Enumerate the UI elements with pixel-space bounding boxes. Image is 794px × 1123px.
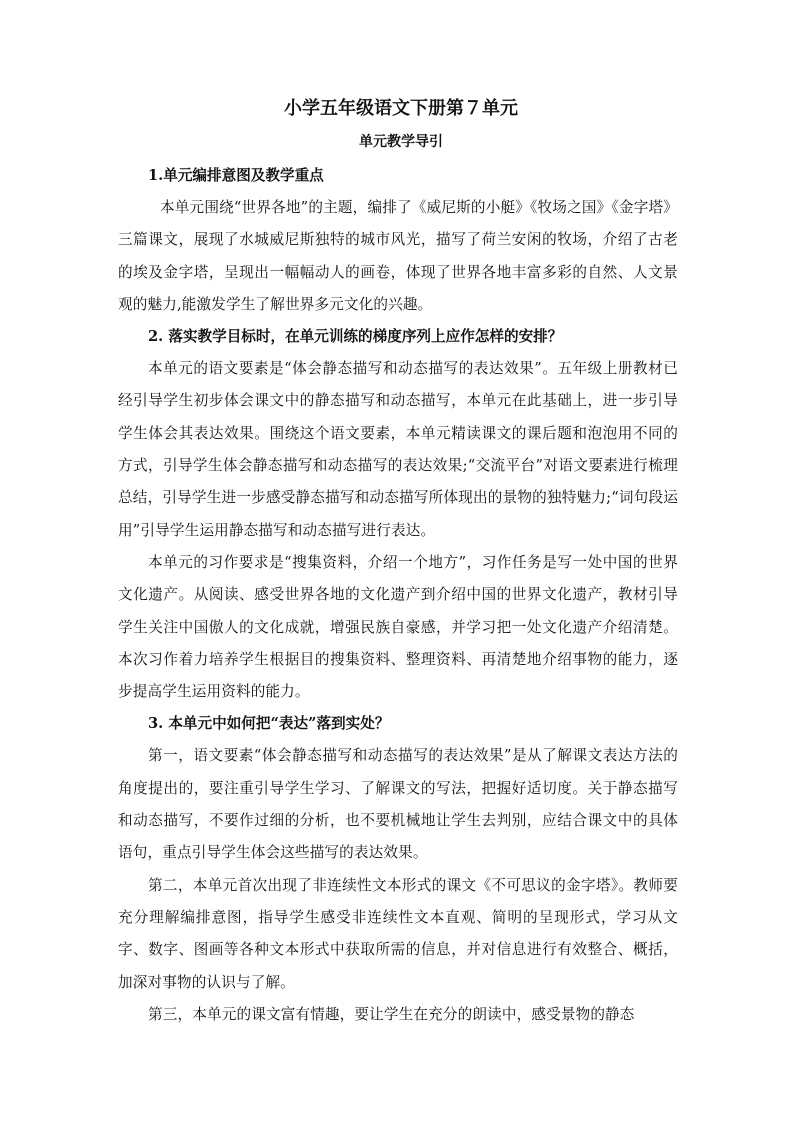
section-2 — [118, 321, 678, 708]
document-title: 小学五年级语文下册第７单元 — [284, 98, 518, 119]
paragraph: 第三，本单元的课文富有情趣，要让学生在充分的朗读中，感受景物的静态 — [148, 1005, 635, 1023]
paragraph: 第一，语文要素“体会静态描写和动态描写的表达效果”是从了解课文表达方法的角度提出的，要注重引导学生学习、了解课文的写法，把握好适切度。关于静态描写和动态描写，不要作过细的分析，也不要机械地让学生去判别，应结合课文中的具体语句，重点引导学生体会这些描写的表达效果。 — [118, 747, 678, 862]
paragraph: 本单元的习作要求是“搜集资料，介绍一个地方”，习作任务是写一处中国的世界文化遗产。从阅读、感受世界各地的文化遗产到介绍中国的世界文化遗产，教材引导学生关注中国傲人的文化成就，增强民族自豪感，并学习把一处文化遗产介绍清楚。本次习作着力培养学生根据目的搜集资料、整理资料、再清楚地介绍事物的能力，逐步提高学生运用资料的能力。 — [118, 553, 678, 701]
section-1 — [118, 160, 678, 321]
paragraph: 本单元围绕“世界各地”的主题，编排了《威尼斯的小艇》《牧场之国》《金字塔》三篇课文，展现了水城威尼斯独特的城市风光，描写了荷兰安闲的牧场，介绍了古老的埃及金字塔，呈现出一幅幅动人的画卷，体现了世界各地丰富多彩的自然、人文景观的魅力,能激发学生了解世界多元文化的兴趣。 — [118, 199, 678, 313]
document-body — [118, 96, 678, 1031]
section-heading: 2. 落实教学目标时，在单元训练的梯度序列上应作怎样的安排？ — [148, 328, 563, 346]
section-heading: 3. 本单元中如何把“表达”落到实处？ — [148, 715, 390, 733]
section-heading: 1.单元编排意图及教学重点 — [148, 167, 324, 184]
section-3 — [118, 708, 678, 1031]
paragraph: 第二，本单元首次出现了非连续性文本形式的课文《不可思议的金字塔》。教师要充分理解编排意图，指导学生感受非连续性文本直观、简明的呈现形式，学习从文字、数字、图画等各种文本形式中获取所需的信息，并对信息进行有效整合、概括，加深对事物的认识与了解。 — [118, 876, 678, 991]
document-subtitle: 单元教学导引 — [359, 134, 443, 150]
paragraph: 本单元的语文要素是“体会静态描写和动态描写的表达效果”。五年级上册教材已经引导学生初步体会课文中的静态描写和动态描写，本单元在此基础上，进一步引导学生体会其表达效果。围绕这个语文要素，本单元精读课文的课后题和泡泡用不同的方式，引导学生体会静态描写和动态描写的表达效果;“交流平台”对语文要素进行梳理总结，引导学生进一步感受静态描写和动态描写所体现出的景物的独特魅力;“词句段运用”引导学生运用静态描写和动态描写进行表达。 — [118, 360, 678, 539]
